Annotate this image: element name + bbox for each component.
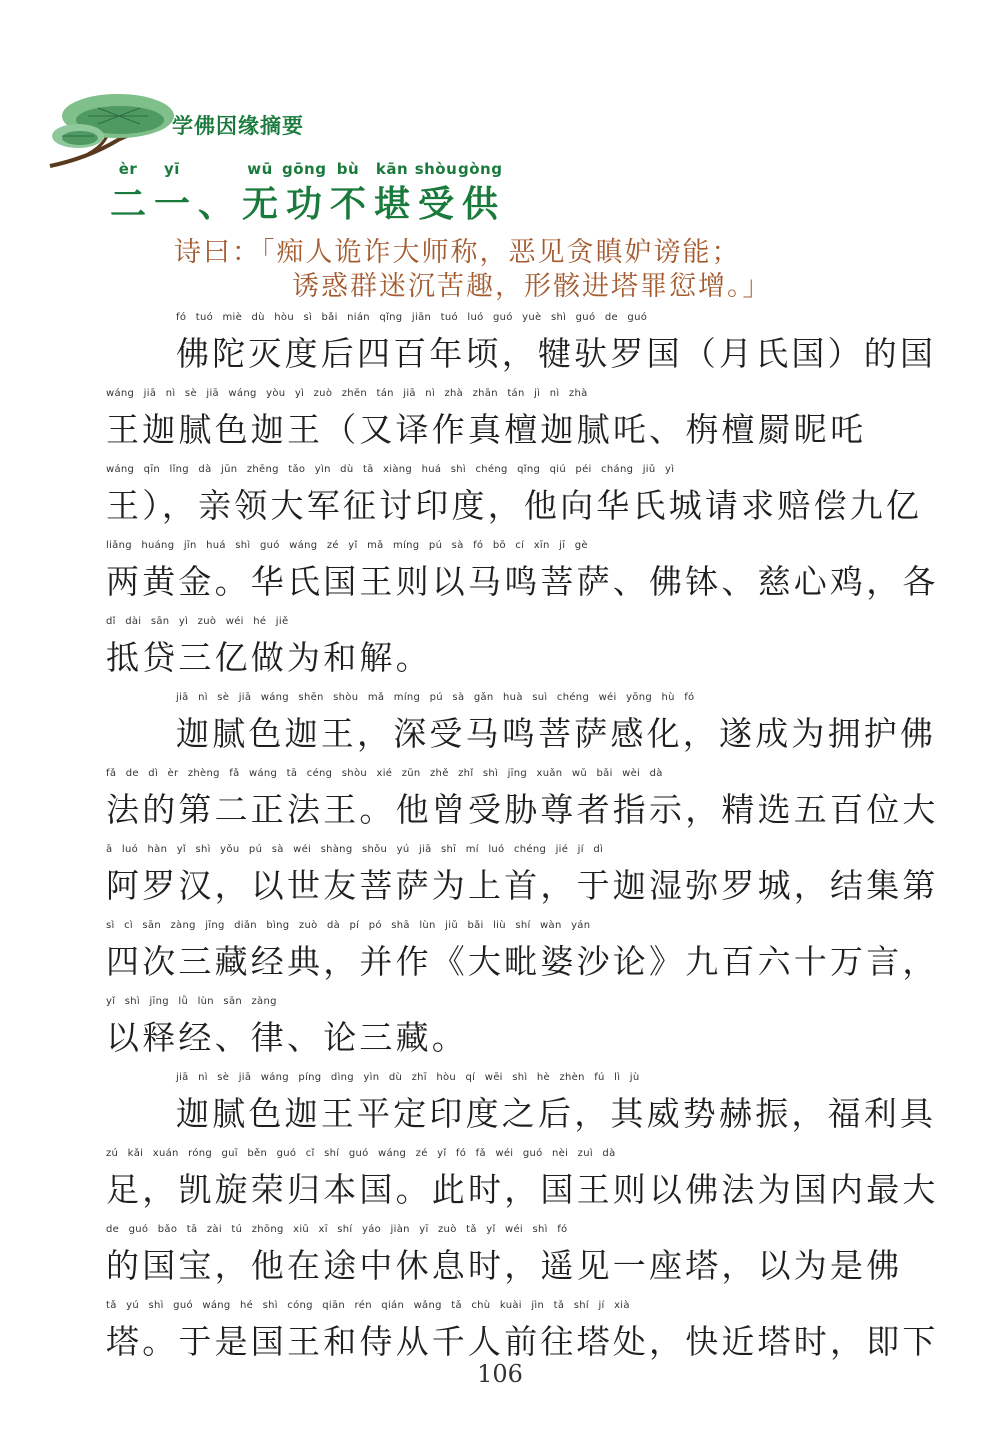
pinyin-line: wáng qīn lǐng dà jūn zhēng tǎo yìn dù tā xiàng huá shì chéng qǐng qiú péi cháng jiǔ yì: [106, 464, 675, 475]
title-char: 一: [153, 184, 190, 225]
text-line: [106, 312, 937, 378]
title-pinyin: yī: [164, 160, 180, 178]
title-pinyin: gōng: [282, 160, 327, 178]
pinyin-line: tǎ yú shì guó wáng hé shì cóng qiān rén qián wǎng tǎ chù kuài jìn tǎ shí jí xià: [106, 1300, 630, 1311]
text-line-content: 阿罗汉，以世友菩萨为上首，于迦湿弥罗城，结集第: [106, 866, 939, 905]
text-line-content: 四次三藏经典，并作《大毗婆沙论》九百六十万言，: [106, 942, 939, 981]
text-line-content: 的国宝，他在途中休息时，遥见一座塔，以为是佛: [106, 1246, 903, 1285]
page-number: 106: [477, 1360, 523, 1388]
text-line: [106, 388, 896, 454]
pinyin-line: fó tuó miè dù hòu sì bǎi nián qǐng jiān tuó luó guó yuè shì guó de guó: [176, 312, 648, 323]
text-line: [106, 1072, 937, 1138]
title-pinyin: wū: [247, 160, 273, 178]
title-pinyin: kān: [375, 160, 409, 178]
text-line-content: 王迦腻色迦王（又译作真檀迦腻吒、栴檀罽昵吒: [106, 410, 867, 449]
pinyin-line: dǐ dài sān yì zuò wéi hé jiě: [106, 616, 289, 627]
chapter-title: [106, 160, 502, 227]
text-line-content: 抵贷三亿做为和解。: [106, 638, 432, 677]
pinyin-line: jiā nì sè jiā wáng píng dìng yìn dù zhī hòu qí wēi shì hè zhèn fú lì jù: [176, 1072, 640, 1083]
text-line-content: 以释经、律、论三藏。: [106, 1018, 468, 1057]
pinyin-line: ā luó hàn yǐ shì yǒu pú sà wéi shàng shǒu yú jiā shī mí luó chéng jié jí dì: [106, 844, 604, 855]
poem-line-2: 诱惑群迷沉苦趣，形骸进塔罪愆增。」: [292, 271, 772, 302]
title-char: 二: [109, 184, 146, 225]
title-text-row: [106, 176, 502, 227]
title-pinyin: èr: [118, 160, 138, 178]
text-line-content: 迦腻色迦王，深受马鸣菩萨感化，遂成为拥护佛: [176, 714, 937, 753]
text-line: [106, 1148, 939, 1214]
title-char: 堪: [373, 184, 410, 225]
text-line-content: 足，凯旋荣归本国。此时，国王则以佛法为国内最大: [106, 1170, 939, 1209]
text-line: [106, 540, 939, 606]
text-line-content: 佛陀灭度后四百年顷，犍驮罗国（月氏国）的国: [176, 334, 937, 373]
title-pinyin: bù: [336, 160, 360, 178]
text-line: [106, 464, 923, 530]
text-line: [106, 1300, 939, 1366]
text-line: [106, 996, 896, 1062]
pinyin-line: de guó bǎo tā zài tú zhōng xiū xī shí yáo jiàn yī zuò tǎ yǐ wéi shì fó: [106, 1224, 568, 1235]
text-line-content: 迦腻色迦王平定印度之后，其威势赫振，福利具: [176, 1094, 937, 1133]
title-char: 无: [241, 184, 278, 225]
series-title: 学佛因缘摘要: [172, 114, 304, 138]
pinyin-line: wáng jiā nì sè jiā wáng yòu yì zuò zhēn tán jiā nì zhà zhān tán jì nì zhà: [106, 388, 588, 399]
text-line: [106, 844, 939, 910]
pinyin-line: fǎ de dì èr zhèng fǎ wáng tā céng shòu xié zūn zhě zhǐ shì jīng xuǎn wǔ bǎi wèi dà: [106, 768, 663, 779]
title-pinyin: shòu: [414, 160, 458, 178]
title-char: 受: [417, 184, 454, 225]
pinyin-line: jiā nì sè jiā wáng shēn shòu mǎ míng pú sà gǎn huà suì chéng wéi yōng hù fó: [176, 692, 695, 703]
title-char: 不: [329, 184, 366, 225]
text-line: [106, 768, 939, 834]
text-line: [106, 920, 939, 986]
title-char: 功: [285, 184, 322, 225]
title-pinyin: gòng: [458, 160, 503, 178]
pinyin-line: sì cì sān zàng jīng diǎn bìng zuò dà pí pó shā lùn jiǔ bǎi liù shí wàn yán: [106, 920, 591, 931]
title-char: 、: [197, 184, 234, 225]
pinyin-line: zú kǎi xuán róng guī běn guó cǐ shí guó wáng zé yǐ fó fǎ wéi guó nèi zuì dà: [106, 1148, 616, 1159]
title-char: 供: [461, 184, 498, 225]
text-line-content: 王），亲领大军征讨印度，他向华氏城请求赔偿九亿: [106, 486, 923, 525]
text-line-content: 塔。于是国王和侍从千人前往塔处，快近塔时，即下: [106, 1322, 939, 1361]
text-line: [106, 692, 937, 758]
text-line-content: 两黄金。华氏国王则以马鸣菩萨、佛钵、慈心鸡，各: [106, 562, 939, 601]
poem-line-1: 诗曰：「痴人诡诈大师称，恶见贪瞋妒谤能；: [174, 237, 741, 268]
text-line: [106, 616, 896, 682]
text-line: [106, 1224, 903, 1290]
text-line-content: 法的第二正法王。他曾受胁尊者指示，精选五百位大: [106, 790, 939, 829]
pinyin-line: yǐ shì jīng lǜ lùn sān zàng: [106, 996, 277, 1007]
pinyin-line: liǎng huáng jīn huá shì guó wáng zé yǐ mǎ míng pú sà fó bō cí xīn jī gè: [106, 540, 588, 551]
